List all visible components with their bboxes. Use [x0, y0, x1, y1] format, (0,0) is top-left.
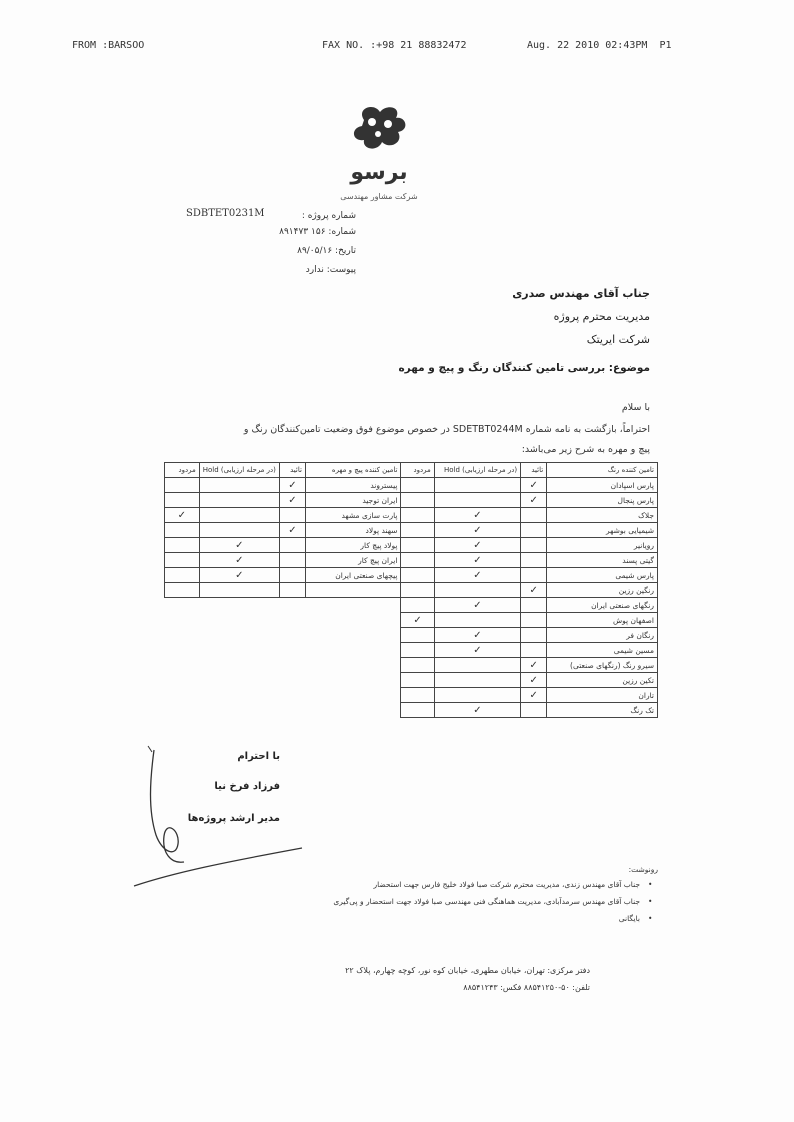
check-mark-icon: ✓ [529, 659, 538, 671]
paint-hold-cell [434, 658, 520, 673]
paint-hold-cell [434, 703, 520, 718]
header-bolt-supplier: تامین کننده پیچ و مهره [305, 463, 401, 478]
bolt-rejected-cell [165, 523, 200, 538]
paint-approved-cell [521, 523, 547, 538]
empty-cell [305, 643, 401, 658]
office-address: دفتر مرکزی: تهران، خیابان مطهری، خیابان کوه نور، کوچه چهارم، پلاک ۲۲ [345, 966, 590, 975]
paint-rejected-cell [401, 523, 434, 538]
bolt-approved-cell [279, 508, 305, 523]
header-paint-rejected: مردود [401, 463, 434, 478]
paint-hold-cell [434, 613, 520, 628]
fax-date: Aug. 22 2010 02:43PM P1 [527, 40, 672, 51]
header-bolt-rejected: مردود [165, 463, 200, 478]
bolt-hold-cell [199, 538, 279, 553]
bolt-rejected-cell [165, 508, 200, 523]
empty-cell [199, 643, 279, 658]
paint-approved-cell [521, 538, 547, 553]
signatory-name: فرزاد فرخ نیا [214, 781, 280, 792]
check-mark-icon: ✓ [177, 509, 187, 521]
empty-cell [279, 658, 305, 673]
table-header-row [165, 463, 658, 478]
letter-date: تاریخ: ۸۹/۰۵/۱۶ [297, 246, 356, 256]
fax-number: FAX NO. :+98 21 88832472 [322, 40, 467, 51]
paint-hold-cell [434, 598, 520, 613]
header-bolt-hold: (در مرحله ارزیابی) Hold [199, 463, 279, 478]
paint-supplier-name: پارس پنجال [547, 493, 658, 508]
bolt-rejected-cell [165, 538, 200, 553]
table-row [165, 553, 658, 568]
empty-cell [165, 703, 200, 718]
check-mark-icon: ✓ [529, 479, 538, 491]
paint-hold-cell [434, 688, 520, 703]
paint-hold-cell [434, 493, 520, 508]
table-row [165, 568, 658, 583]
bolt-supplier-name: پیچهای صنعتی ایران [305, 568, 401, 583]
bolt-approved-cell [279, 583, 305, 598]
paint-supplier-name: مسین شیمی [547, 643, 658, 658]
cc-bullet: • [648, 897, 653, 906]
bolt-approved-cell [279, 493, 305, 508]
empty-cell [165, 598, 200, 613]
check-mark-icon: ✓ [473, 644, 482, 656]
paint-rejected-cell [401, 703, 434, 718]
bolt-approved-cell [279, 538, 305, 553]
paint-rejected-cell [401, 658, 434, 673]
bolt-approved-cell [279, 523, 305, 538]
brand-name: برسو [350, 160, 408, 185]
signature-regards: با احترام [237, 751, 280, 762]
check-mark-icon: ✓ [473, 509, 482, 521]
paint-supplier-name: شیمیایی بوشهر [547, 523, 658, 538]
table-row [165, 478, 658, 493]
paint-supplier-name: جلاک [547, 508, 658, 523]
table-row [165, 583, 658, 598]
paint-approved-cell [521, 553, 547, 568]
empty-cell [165, 673, 200, 688]
empty-cell [199, 673, 279, 688]
handwritten-signature-icon [126, 740, 306, 890]
check-mark-icon: ✓ [529, 674, 538, 686]
bolt-supplier-name: ایران توجید [305, 493, 401, 508]
check-mark-icon: ✓ [235, 554, 244, 566]
table-row [165, 643, 658, 658]
table-row [165, 538, 658, 553]
paint-supplier-name: اصفهان پوش [547, 613, 658, 628]
check-mark-icon: ✓ [288, 524, 297, 536]
paint-hold-cell [434, 523, 520, 538]
bolt-rejected-cell [165, 493, 200, 508]
paint-hold-cell [434, 508, 520, 523]
empty-cell [165, 658, 200, 673]
paint-rejected-cell [401, 493, 434, 508]
letter-number: شماره: ۱۵۶ ۸۹۱۴۷۳ [279, 227, 356, 237]
paint-hold-cell [434, 583, 520, 598]
bolt-hold-cell [199, 568, 279, 583]
header-bolt-approved: تائید [279, 463, 305, 478]
paint-supplier-name: رنگهای صنعتی ایران [547, 598, 658, 613]
check-mark-icon: ✓ [473, 539, 482, 551]
bolt-supplier-name: ایران پیچ کار [305, 553, 401, 568]
bolt-hold-cell [199, 478, 279, 493]
bolt-hold-cell [199, 493, 279, 508]
check-mark-icon: ✓ [473, 554, 482, 566]
greeting: با سلام [621, 402, 650, 413]
paint-rejected-cell [401, 673, 434, 688]
empty-cell [305, 658, 401, 673]
check-mark-icon: ✓ [288, 494, 297, 506]
bolt-supplier-name: پیستروند [305, 478, 401, 493]
paint-approved-cell [521, 688, 547, 703]
paint-approved-cell [521, 643, 547, 658]
paint-supplier-name: رنگین رزین [547, 583, 658, 598]
bolt-rejected-cell [165, 553, 200, 568]
table-row [165, 598, 658, 613]
bolt-approved-cell [279, 568, 305, 583]
empty-cell [305, 688, 401, 703]
bolt-hold-cell [199, 583, 279, 598]
empty-cell [279, 598, 305, 613]
header-paint-approved: تائید [521, 463, 547, 478]
empty-cell [279, 613, 305, 628]
paint-approved-cell [521, 658, 547, 673]
bolt-hold-cell [199, 523, 279, 538]
empty-cell [165, 628, 200, 643]
project-number-label: شماره پروژه : [301, 211, 356, 221]
paint-approved-cell [521, 568, 547, 583]
paint-hold-cell [434, 478, 520, 493]
empty-cell [199, 688, 279, 703]
paint-rejected-cell [401, 643, 434, 658]
table-row [165, 703, 658, 718]
letter-subject: موضوع: بررسی تامین کنندگان رنگ و پیچ و مهره [398, 362, 650, 374]
paint-approved-cell [521, 703, 547, 718]
signatory-title: مدیر ارشد پروژه‌ها [187, 813, 280, 824]
check-mark-icon: ✓ [473, 569, 482, 581]
empty-cell [305, 628, 401, 643]
paint-approved-cell [521, 493, 547, 508]
check-mark-icon: ✓ [235, 569, 244, 581]
header-paint-supplier: تامین کننده رنگ [547, 463, 658, 478]
check-mark-icon: ✓ [235, 539, 244, 551]
check-mark-icon: ✓ [529, 584, 538, 596]
logo-emblem-icon [334, 100, 424, 160]
empty-cell [305, 673, 401, 688]
paint-approved-cell [521, 583, 547, 598]
addressee-company: شرکت ایریتک [586, 333, 650, 346]
paint-hold-cell [434, 673, 520, 688]
check-mark-icon: ✓ [473, 599, 482, 611]
cc-item-2: جناب آقای مهندس سرمدآبادی، مدیریت هماهنگی فنی مهندسی صبا فولاد جهت استحضار و پی‌گیری [333, 897, 640, 906]
bolt-supplier-name: پولاد پیچ کار [305, 538, 401, 553]
body-line-2: پیچ و مهره به شرح زیر می‌باشد: [521, 444, 650, 455]
table-row [165, 508, 658, 523]
check-mark-icon: ✓ [473, 629, 482, 641]
paint-rejected-cell [401, 628, 434, 643]
table-row [165, 523, 658, 538]
paint-supplier-name: رویانیر [547, 538, 658, 553]
paint-rejected-cell [401, 613, 434, 628]
paint-approved-cell [521, 598, 547, 613]
supplier-table [164, 462, 658, 718]
table-row [165, 613, 658, 628]
paint-rejected-cell [401, 508, 434, 523]
office-phone: تلفن: ۵۰-۸۸۵۴۱۲۵۰ فکس: ۸۸۵۴۱۲۴۳ [463, 983, 590, 992]
paint-supplier-name: گیتی پسند [547, 553, 658, 568]
paint-approved-cell [521, 673, 547, 688]
check-mark-icon: ✓ [529, 494, 538, 506]
bolt-rejected-cell [165, 568, 200, 583]
paint-hold-cell [434, 643, 520, 658]
empty-cell [199, 658, 279, 673]
table-row [165, 628, 658, 643]
paint-rejected-cell [401, 598, 434, 613]
fax-from: FROM :BARSOO [72, 40, 145, 51]
paint-supplier-name: رنگان فر [547, 628, 658, 643]
paint-rejected-cell [401, 688, 434, 703]
table-row [165, 493, 658, 508]
cc-bullet: • [648, 880, 653, 889]
letter-attachment: پیوست: ندارد [305, 265, 356, 275]
body-line-1: احتراماً، بازگشت به نامه شماره SDETBT0244M در خصوص موضوع فوق وضعیت تامین‌کنندگان رنگ و [243, 424, 650, 435]
paint-supplier-name: تکین رزین [547, 673, 658, 688]
empty-cell [305, 598, 401, 613]
table-row [165, 688, 658, 703]
empty-cell [165, 643, 200, 658]
cc-item-1: جناب آقای مهندس زندی، مدیریت محترم شرکت صبا فولاد خلیج فارس جهت استحضار [373, 880, 640, 889]
paint-approved-cell [521, 478, 547, 493]
empty-cell [199, 613, 279, 628]
paint-supplier-name: سیرو رنگ (رنگهای صنعتی) [547, 658, 658, 673]
check-mark-icon: ✓ [413, 614, 422, 626]
paint-approved-cell [521, 613, 547, 628]
addressee-role: مدیریت محترم پروژه [553, 310, 650, 323]
paint-supplier-name: پارس اسپادان [547, 478, 658, 493]
table-row [165, 673, 658, 688]
paint-hold-cell [434, 538, 520, 553]
paint-rejected-cell [401, 553, 434, 568]
paint-approved-cell [521, 628, 547, 643]
cc-label: رونوشت: [628, 865, 658, 874]
bolt-approved-cell [279, 478, 305, 493]
addressee-name: جناب آقای مهندس صدری [512, 287, 650, 300]
empty-cell [279, 643, 305, 658]
paint-hold-cell [434, 568, 520, 583]
check-mark-icon: ✓ [473, 524, 482, 536]
empty-cell [199, 703, 279, 718]
brand-subtitle: شرکت مشاور مهندسی [340, 192, 418, 201]
empty-cell [279, 703, 305, 718]
paint-rejected-cell [401, 478, 434, 493]
bolt-approved-cell [279, 553, 305, 568]
empty-cell [165, 688, 200, 703]
check-mark-icon: ✓ [288, 479, 297, 491]
empty-cell [305, 703, 401, 718]
header-paint-hold: (در مرحله ارزیابی) Hold [434, 463, 520, 478]
empty-cell [279, 673, 305, 688]
bolt-supplier-name [305, 583, 401, 598]
paint-rejected-cell [401, 583, 434, 598]
empty-cell [279, 628, 305, 643]
cc-item-3: بایگانی [618, 914, 640, 923]
empty-cell [305, 613, 401, 628]
check-mark-icon: ✓ [473, 704, 482, 716]
cc-bullet: • [648, 914, 653, 923]
project-number-value: SDBTET0231M [186, 208, 265, 219]
paint-hold-cell [434, 553, 520, 568]
table-row [165, 658, 658, 673]
paint-supplier-name: پارس شیمی [547, 568, 658, 583]
bolt-hold-cell [199, 508, 279, 523]
paint-supplier-name: تاران [547, 688, 658, 703]
bolt-hold-cell [199, 553, 279, 568]
bolt-rejected-cell [165, 583, 200, 598]
paint-approved-cell [521, 508, 547, 523]
bolt-supplier-name: پارت سازی مشهد [305, 508, 401, 523]
empty-cell [165, 613, 200, 628]
paint-rejected-cell [401, 568, 434, 583]
empty-cell [199, 598, 279, 613]
paint-supplier-name: تک رنگ [547, 703, 658, 718]
bolt-rejected-cell [165, 478, 200, 493]
empty-cell [279, 688, 305, 703]
check-mark-icon: ✓ [529, 689, 538, 701]
paint-hold-cell [434, 628, 520, 643]
bolt-supplier-name: سهند پولاد [305, 523, 401, 538]
empty-cell [199, 628, 279, 643]
paint-rejected-cell [401, 538, 434, 553]
